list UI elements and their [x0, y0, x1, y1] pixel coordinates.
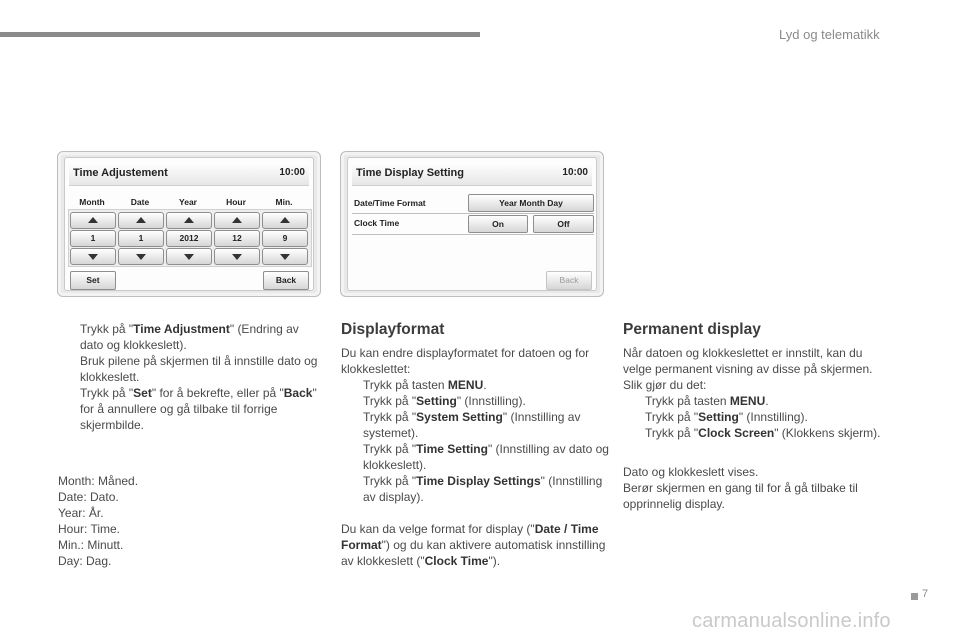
heading-displayformat: Displayformat [341, 321, 445, 338]
arrow-down-icon [88, 254, 98, 260]
column-label-hour: Hour [226, 197, 246, 207]
clock-on-button[interactable]: On [468, 215, 528, 233]
arrow-down-icon [136, 254, 146, 260]
month-down-button[interactable] [70, 248, 116, 265]
hour-down-button[interactable] [214, 248, 260, 265]
year-value: 2012 [166, 230, 212, 247]
list-item [623, 393, 885, 409]
screen-title: Time Display Setting [356, 167, 464, 179]
column-label-date: Date [130, 197, 150, 207]
month-up-button[interactable] [70, 212, 116, 229]
list-item-text: Trykk på "Time Adjustment" (Endring av dato og klokkeslett). [80, 322, 299, 352]
legend-item: Day: Dag. [58, 554, 112, 568]
year-down-button[interactable] [166, 248, 212, 265]
intro-paragraph: Du kan endre displayformatet for datoen og for klokkeslettet: [341, 346, 590, 376]
screen-header [69, 163, 309, 186]
screen-clock: 10:00 [279, 167, 305, 178]
arrow-up-icon [232, 217, 242, 223]
column-label-min: Min. [275, 197, 293, 207]
section-title: Lyd og telematikk [779, 27, 880, 42]
list-item-text: Trykk på tasten MENU. [363, 378, 487, 392]
list-item [58, 321, 320, 353]
arrow-up-icon [280, 217, 290, 223]
list-item-text: Trykk på "System Setting" (Innstilling av systemet). [363, 410, 581, 440]
screen-display [64, 157, 314, 291]
time-adjustment-screen [57, 151, 321, 297]
time-display-setting-screen [340, 151, 604, 297]
list-item-text: Trykk på "Time Setting" (Innstilling av dato og klokkeslett). [363, 442, 609, 472]
page-number: 7 [922, 588, 929, 600]
date-up-button[interactable] [118, 212, 164, 229]
screen-header [352, 163, 592, 186]
legend-item: Hour: Time. [58, 522, 121, 536]
min-up-button[interactable] [262, 212, 308, 229]
list-item [341, 377, 611, 393]
min-down-button[interactable] [262, 248, 308, 265]
outro-paragraph [623, 464, 885, 512]
legend-item: Date: Dato. [58, 490, 119, 504]
arrow-up-icon [88, 217, 98, 223]
list-item-text: Trykk på "Setting" (Innstilling). [645, 410, 808, 424]
set-button[interactable]: Set [70, 271, 116, 290]
clock-time-label: Clock Time [354, 218, 400, 228]
list-item-text: Trykk på "Setting" (Innstilling). [363, 394, 526, 408]
year-up-button[interactable] [166, 212, 212, 229]
date-time-format-label: Date/Time Format [354, 198, 426, 208]
column-label-year: Year [179, 197, 197, 207]
outro-line: Berør skjermen en gang til for å gå tilbake til opprinnelig display. [623, 481, 858, 511]
list-item [341, 409, 611, 441]
back-button[interactable]: Back [546, 271, 592, 290]
heading-permanent-display: Permanent display [623, 321, 761, 338]
list-item [58, 353, 320, 385]
screen-title: Time Adjustement [73, 167, 168, 179]
screen-clock: 10:00 [562, 167, 588, 178]
row-divider [352, 213, 594, 214]
hour-value: 12 [214, 230, 260, 247]
date-time-format-button[interactable]: Year Month Day [468, 194, 594, 212]
watermark: carmanualsonline.info [692, 610, 891, 632]
list-item [58, 385, 320, 433]
back-button[interactable]: Back [263, 271, 309, 290]
list-item-text: Trykk på tasten MENU. [645, 394, 769, 408]
legend-item: Min.: Minutt. [58, 538, 124, 552]
legend-list [58, 473, 258, 569]
page-marker [911, 593, 918, 600]
header-bar [0, 32, 480, 37]
arrow-down-icon [280, 254, 290, 260]
month-value: 1 [70, 230, 116, 247]
screen-display [347, 157, 597, 291]
clock-off-button[interactable]: Off [533, 215, 594, 233]
arrow-down-icon [184, 254, 194, 260]
arrow-up-icon [184, 217, 194, 223]
legend-item: Year: År. [58, 506, 104, 520]
list-item-text: Trykk på "Set" for å bekrefte, eller på "Back" for å annullere og gå tilbake til forrige skjermbilde. [80, 386, 317, 432]
list-item-text: Trykk på "Time Display Settings" (Innstilling av display). [363, 474, 603, 504]
legend-item: Month: Måned. [58, 474, 139, 488]
list-item [341, 441, 611, 473]
arrow-down-icon [232, 254, 242, 260]
date-down-button[interactable] [118, 248, 164, 265]
list-item-text: Bruk pilene på skjermen til å innstille dato og klokkeslett. [80, 354, 318, 384]
outro-line: Dato og klokkeslett vises. [623, 465, 759, 479]
outro-paragraph: Du kan da velge format for display ("Date / Time Format") og du kan aktivere automatisk innstilling av klokkeslett ("Clock Time"). [341, 522, 606, 568]
column-label-month: Month [79, 197, 105, 207]
intro-paragraph: Når datoen og klokkeslettet er innstilt, kan du velge permanent visning av disse på skjermen. Slik gjør du det: [623, 346, 873, 392]
hour-up-button[interactable] [214, 212, 260, 229]
list-item-text: Trykk på "Clock Screen" (Klokkens skjerm). [645, 426, 881, 440]
min-value: 9 [262, 230, 308, 247]
row-divider [352, 234, 594, 235]
list-item [341, 473, 611, 505]
arrow-up-icon [136, 217, 146, 223]
list-item [623, 409, 885, 425]
list-item [623, 425, 885, 441]
list-item [341, 393, 611, 409]
date-value: 1 [118, 230, 164, 247]
